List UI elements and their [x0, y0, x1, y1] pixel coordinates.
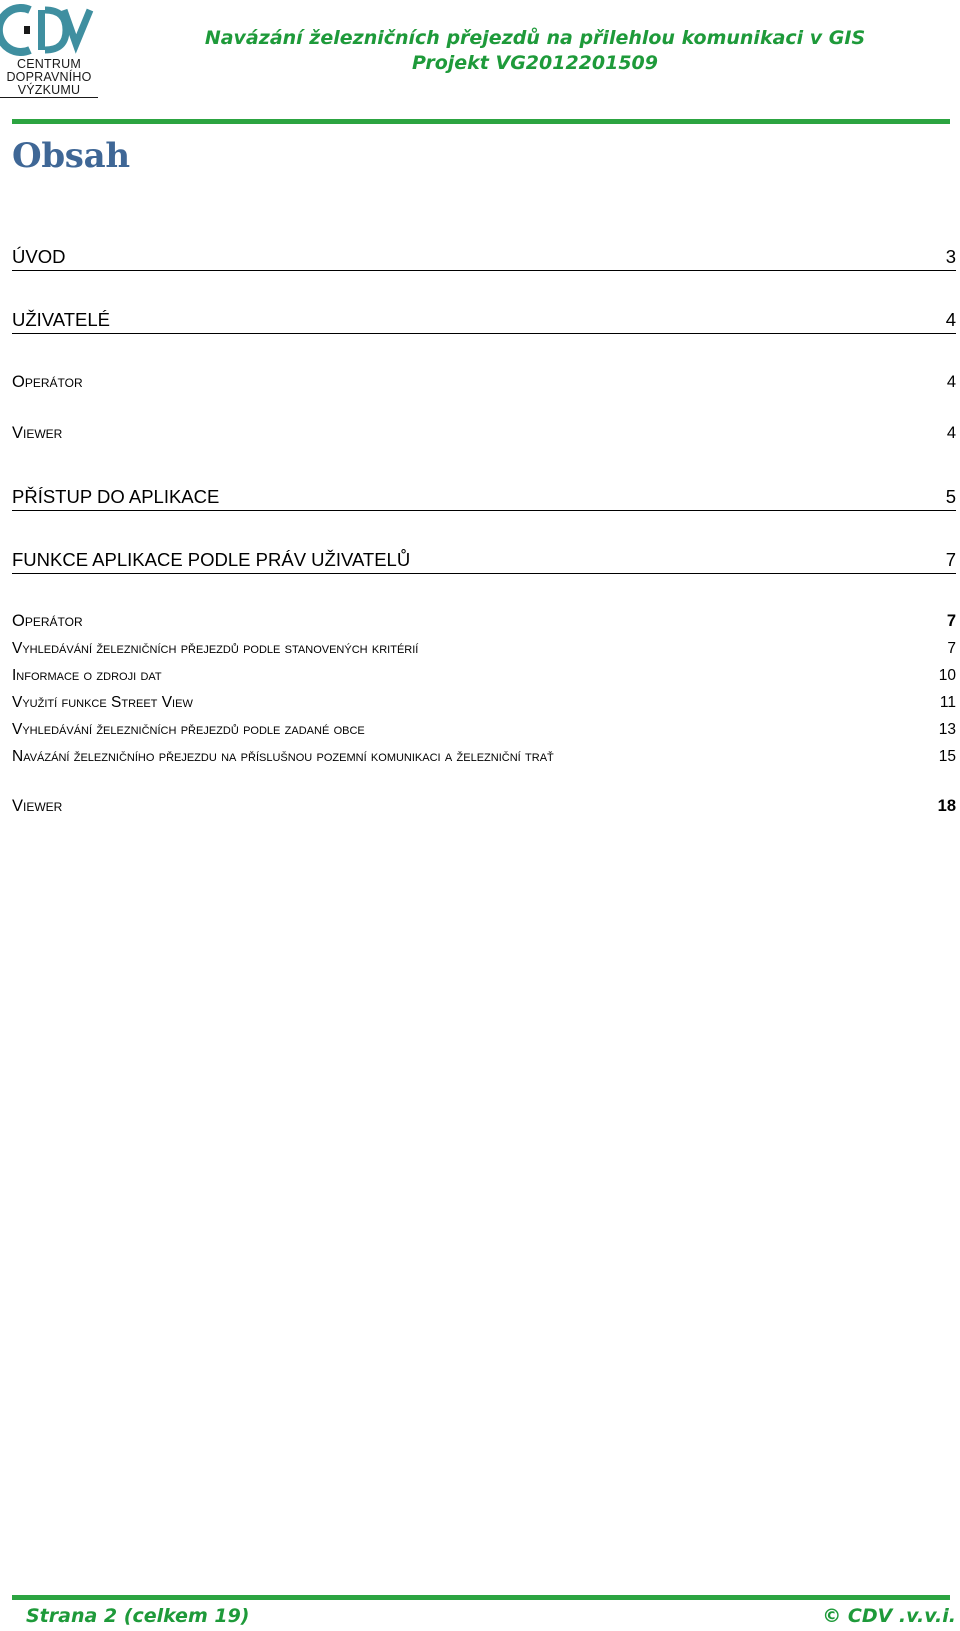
toc-entry-pristup[interactable] [12, 486, 956, 511]
toc-entry-page: 15 [938, 748, 956, 765]
toc-entry-title: Operátor [12, 612, 83, 630]
logo-line: VÝZKUMU [0, 84, 98, 98]
footer-divider [12, 1595, 950, 1600]
toc-entry-viewer[interactable] [12, 424, 956, 443]
toc-entry-title: Navázání železničního přejezdu na příslušnou pozemní komunikaci a železniční trať [12, 748, 554, 765]
toc-entry-uvod[interactable] [12, 246, 956, 271]
toc-entry-title: Využití funkce Street View [12, 694, 193, 711]
logo-line: DOPRAVNÍHO [6, 70, 92, 84]
toc-entry-page: 7 [947, 640, 956, 657]
toc-entry-uzivatele[interactable] [12, 309, 956, 334]
header-divider [12, 119, 950, 124]
toc-entry-operator-2[interactable] [12, 612, 956, 631]
toc-entry-vyhledavani-obce[interactable] [12, 721, 956, 739]
toc-entry-viewer-2[interactable] [12, 797, 956, 816]
header-project-id: Projekt VG2012201509 [412, 52, 658, 74]
toc-entry-street-view[interactable] [12, 694, 956, 712]
toc-entry-page: 13 [938, 721, 956, 738]
toc-entry-operator[interactable] [12, 373, 956, 392]
toc-entry-page: 7 [946, 612, 956, 630]
toc-entry-page: 10 [938, 667, 956, 684]
toc-entry-title: UŽIVATELÉ [12, 309, 111, 330]
cdv-logo [0, 4, 100, 100]
logo-wordmark [0, 58, 98, 98]
toc-entry-title: FUNKCE APLIKACE PODLE PRÁV UŽIVATELŮ [12, 549, 411, 570]
toc-entry-title: Viewer [12, 424, 63, 442]
toc-entry-vyhledavani-kriteria[interactable] [12, 640, 956, 658]
footer-copyright: © CDV .v.v.i. [822, 1605, 956, 1627]
toc-heading: Obsah [12, 136, 130, 176]
toc-entry-navazani[interactable] [12, 748, 956, 766]
toc-entry-page: 5 [945, 486, 956, 507]
logo-line: CENTRUM [17, 57, 81, 71]
footer-page-label: Strana 2 (celkem 19) [26, 1605, 250, 1627]
toc-entry-page: 3 [945, 246, 956, 267]
toc-entry-title: ÚVOD [12, 246, 66, 267]
toc-entry-title: Operátor [12, 373, 83, 391]
toc-entry-page: 4 [946, 424, 956, 442]
toc-entry-page: 7 [945, 549, 956, 570]
toc-entry-page: 4 [946, 373, 956, 391]
toc-entry-page: 4 [945, 309, 956, 330]
toc-entry-funkce[interactable] [12, 549, 956, 574]
toc-entry-informace[interactable] [12, 667, 956, 685]
toc-entry-title: Informace o zdroji dat [12, 667, 162, 684]
cdv-logo-mark-icon [0, 4, 100, 60]
toc-entry-title: Vyhledávání železničních přejezdů podle zadané obce [12, 721, 365, 738]
header-title: Navázání železničních přejezdů na přilehlou komunikaci v GIS [204, 27, 866, 49]
toc-entry-page: 11 [939, 694, 956, 711]
toc-entry-title: Viewer [12, 797, 63, 815]
toc-entry-title: Vyhledávání železničních přejezdů podle stanovených kritérií [12, 640, 419, 657]
toc-entry-title: PŘÍSTUP DO APLIKACE [12, 486, 220, 507]
toc-entry-page: 18 [937, 797, 956, 815]
